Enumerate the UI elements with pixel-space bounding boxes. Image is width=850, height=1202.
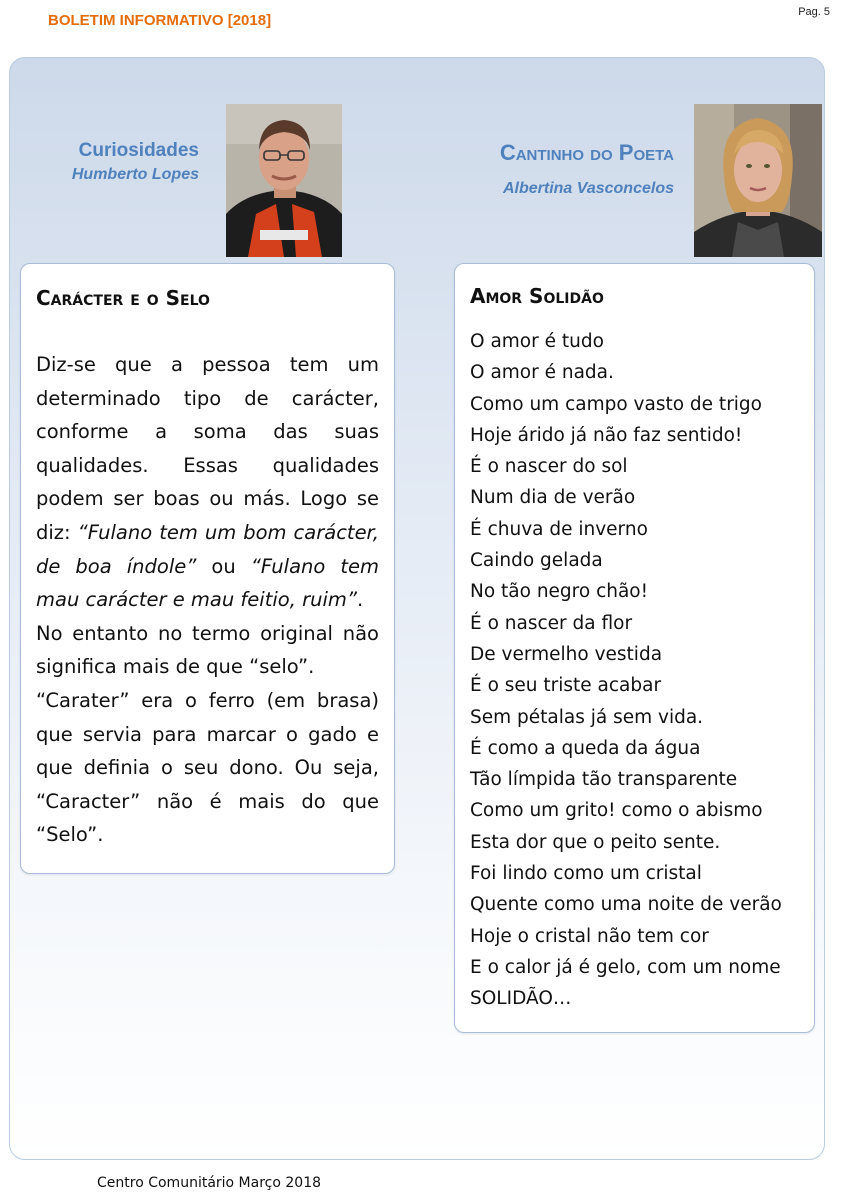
page-number: Pag. 5 <box>798 6 830 18</box>
poem-line: Num dia de verão <box>470 487 636 509</box>
poem-line: Tão límpida tão transparente <box>470 769 738 791</box>
poem-line: SOLIDÃO… <box>470 988 572 1010</box>
newsletter-title: BOLETIM INFORMATIVO [2018] <box>48 12 272 29</box>
poem-line: Hoje árido já não faz sentido! <box>470 424 743 446</box>
article-card <box>20 263 395 874</box>
article-quote: “Fulano tem um bom carácter, de boa índole” <box>36 520 379 578</box>
article-text: . <box>356 588 364 612</box>
poem-line: É o nascer do sol <box>470 456 628 478</box>
poem-line: De vermelho vestida <box>470 643 663 665</box>
section-title: Curiosidades <box>78 140 199 161</box>
poem-line: Foi lindo como um cristal <box>470 863 702 885</box>
footer-text: Centro Comunitário Março 2018 <box>97 1175 322 1191</box>
author-photo-humberto <box>226 104 342 257</box>
article-paragraph: “Carater” era o ferro (em brasa) que servia para marcar o gado e que definia o seu dono. Ou seja, “Caracter” não é mais do que “Selo”. <box>36 688 379 847</box>
poem-line: No tão negro chão! <box>470 581 649 603</box>
poem-card <box>454 263 815 1033</box>
poem-line: Caindo gelada <box>470 550 603 572</box>
poem-line: É como a queda da água <box>470 737 701 759</box>
portrait-photo-icon <box>226 104 342 257</box>
poem-line: É chuva de inverno <box>470 518 648 540</box>
article-text: ou <box>196 554 251 578</box>
article-text: Diz-se que a pessoa tem um determinado tipo de carácter, conforme a soma das suas qualidades. Essas qualidades podem ser boas ou más. Logo se diz: <box>36 353 379 544</box>
poem-line: Esta dor que o peito sente. <box>470 831 721 853</box>
left-section-header <box>72 140 199 184</box>
author-photo-albertina <box>694 104 822 257</box>
poem-line: Como um campo vasto de trigo <box>470 393 762 415</box>
article-quote: “Fulano tem mau carácter e mau feitio, ruim” <box>36 554 380 612</box>
article-title: Carácter e o Selo <box>36 286 210 310</box>
section-author-poet: Albertina Vasconcelos <box>502 180 674 197</box>
section-title-poet: Cantinho do Poeta <box>499 140 674 165</box>
poem-line: Hoje o cristal não tem cor <box>470 925 709 947</box>
poem-line: É o nascer da flor <box>470 612 633 634</box>
section-author: Humberto Lopes <box>71 166 199 183</box>
poem-line: É o seu triste acabar <box>470 675 662 697</box>
article-body <box>36 348 379 852</box>
article-paragraph: No entanto no termo original não significa mais de que “selo”. <box>36 621 379 679</box>
poem-line: Como um grito! como o abismo <box>470 800 763 822</box>
poem-line: E o calor já é gelo, com um nome <box>470 956 781 978</box>
poem-title: Amor Solidão <box>470 284 604 308</box>
poem-line: O amor é nada. <box>470 362 614 384</box>
poem-line: Quente como uma noite de verão <box>470 894 782 916</box>
poem-line: Sem pétalas já sem vida. <box>470 706 704 728</box>
article-paragraph <box>36 348 379 617</box>
portrait-photo-icon <box>694 104 822 257</box>
poem-line: O amor é tudo <box>470 331 604 352</box>
poem-body <box>470 326 810 1015</box>
